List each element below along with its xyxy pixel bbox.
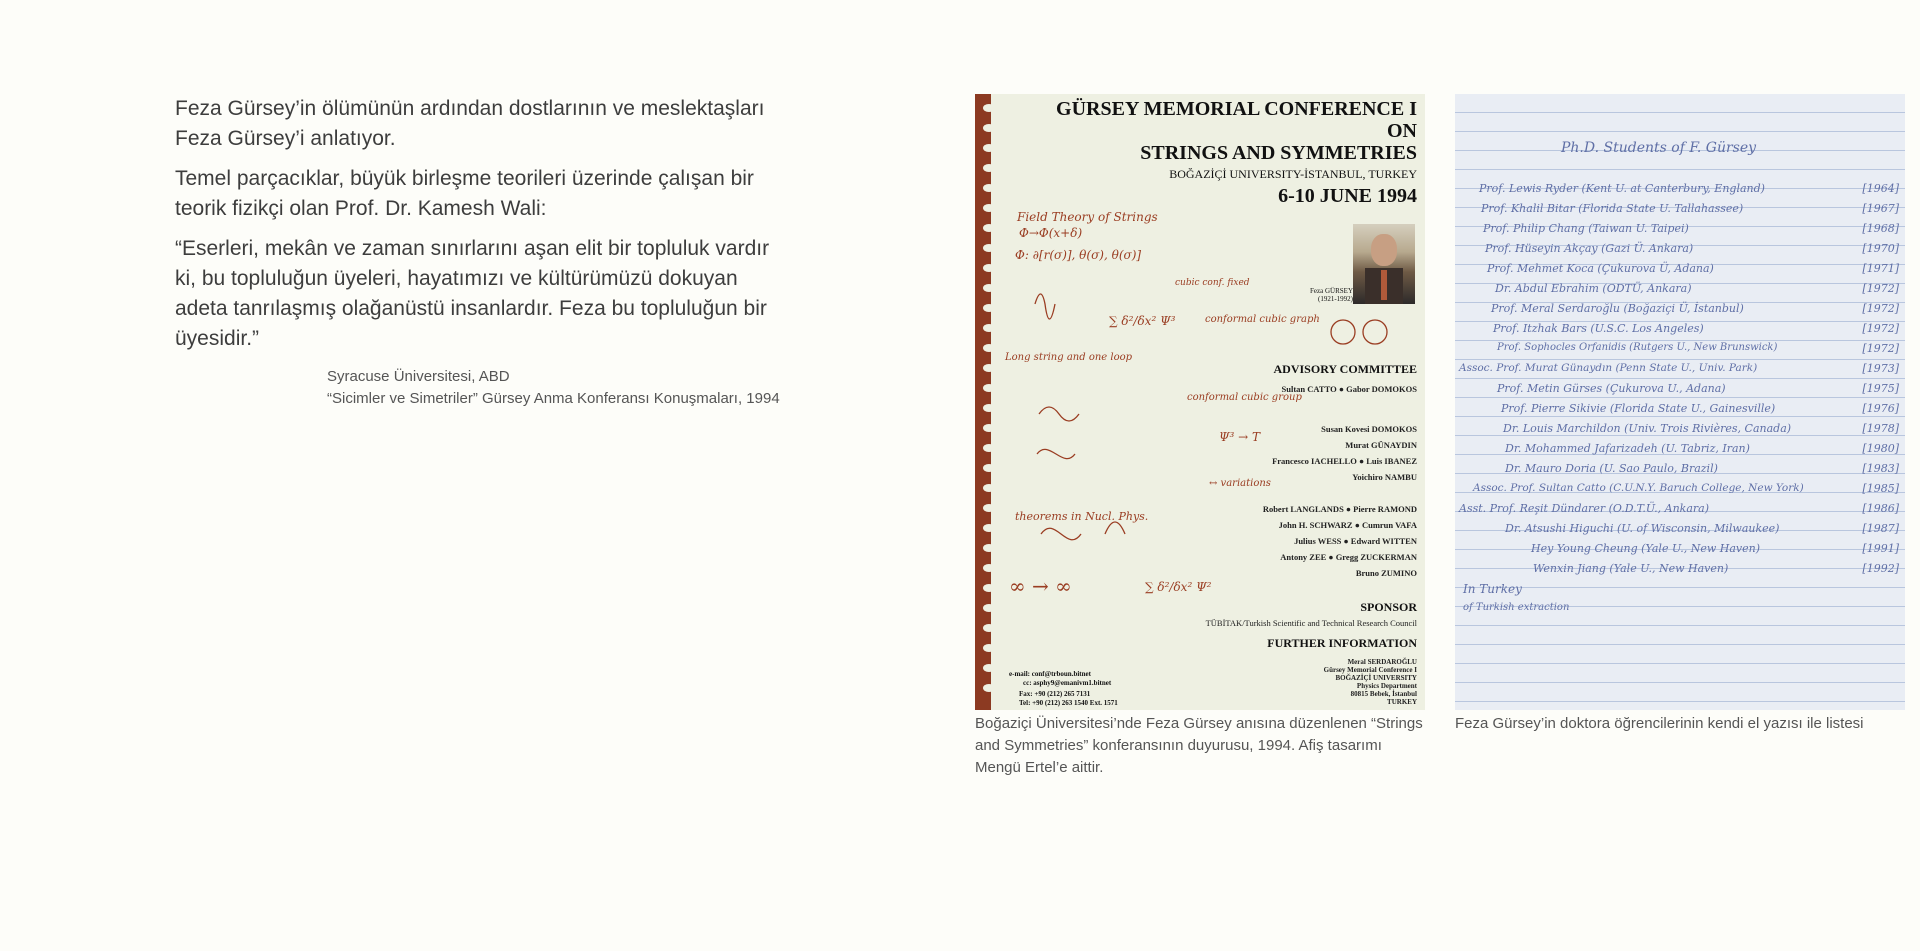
- poster-doodles: [975, 94, 1425, 710]
- handwriting: Φ→Φ(x+δ): [1019, 226, 1083, 240]
- student-name: Asst. Prof. Reşit Dündarer (O.D.T.Ü., Ankara): [1459, 502, 1709, 515]
- student-name: Prof. Khalil Bitar (Florida State U. Tallahassee): [1481, 202, 1744, 215]
- contact-tel: Tel: +90 (212) 263 1540 Ext. 1571: [1019, 699, 1118, 707]
- handwriting: cubic conf. fixed: [1175, 278, 1250, 288]
- doodle-circle: [1363, 320, 1387, 344]
- doodle-squiggle: [1041, 528, 1081, 540]
- quote-attribution: [327, 366, 780, 410]
- student-year: [1964]: [1862, 182, 1899, 195]
- quote-paragraph: “Eserleri, mekân ve zaman sınırlarını aşan elit bir topluluk vardır ki, bu topluluğun üyeleri, hayatımızı ve kültürümüzü dokuyan adeta tanrılaşmış olağanüstü insanlardır. Feza bu topluluğun bir üyesidir.”: [175, 237, 770, 350]
- doodle-squiggle: [1105, 522, 1125, 534]
- poster-caption: Boğaziçi Üniversitesi’nde Feza Gürsey anısına düzenlenen “Strings and Symmetries” konferansının duyurusu, 1994. Afiş tasarımı Mengü Ertel’e aittir.: [975, 715, 1423, 776]
- student-year: [1973]: [1862, 362, 1899, 375]
- student-name: Dr. Mohammed Jafarizadeh (U. Tabriz, Iran): [1505, 442, 1750, 455]
- doodle-squiggle: [1035, 294, 1055, 319]
- advisory-line: Murat GÜNAYDIN: [1345, 440, 1417, 450]
- handwriting: Long string and one loop: [1005, 352, 1133, 363]
- poster-title-2: ON: [1387, 120, 1417, 142]
- poster-dates: 6-10 JUNE 1994: [1278, 185, 1417, 207]
- poster-figure: [975, 94, 1425, 779]
- student-year: [1970]: [1862, 242, 1899, 255]
- handwriting: ∞ → ∞: [1009, 574, 1072, 598]
- student-name: Assoc. Prof. Murat Günaydın (Penn State U., Univ. Park): [1459, 362, 1758, 374]
- further-info-heading: FURTHER INFORMATION: [1267, 636, 1417, 650]
- contact-line: 80815 Bebek, İstanbul: [1350, 690, 1417, 698]
- student-name: Prof. Itzhak Bars (U.S.C. Los Angeles): [1493, 322, 1704, 335]
- footnote-turkish-extraction: of Turkish extraction: [1463, 602, 1570, 613]
- handwriting: ∑ δ²/δx² Ψ³: [1109, 314, 1176, 328]
- contact-line: Meral SERDAROĞLU: [1347, 658, 1417, 666]
- doodle-squiggle: [1037, 449, 1075, 458]
- student-year: [1985]: [1862, 482, 1899, 495]
- student-name: Assoc. Prof. Sultan Catto (C.U.N.Y. Baruch College, New York): [1473, 482, 1804, 494]
- contact-line: Physics Department: [1356, 682, 1417, 690]
- student-name: Prof. Mehmet Koca (Çukurova Ü, Adana): [1487, 262, 1714, 275]
- conference-poster-image[interactable]: [975, 94, 1425, 710]
- advisory-line: Julius WESS ● Edward WITTEN: [1294, 536, 1417, 546]
- handwriting: conformal cubic group: [1187, 392, 1302, 403]
- quote-section: [175, 94, 785, 364]
- student-year: [1983]: [1862, 462, 1899, 475]
- advisory-line: Yoichiro NAMBU: [1352, 472, 1417, 482]
- student-year: [1972]: [1862, 342, 1899, 355]
- contact-line: BOĞAZİÇİ UNIVERSITY: [1335, 674, 1417, 682]
- student-year: [1967]: [1862, 202, 1899, 215]
- student-name: Wenxin Jiang (Yale U., New Haven): [1533, 562, 1729, 575]
- advisory-line: Sultan CATTO ● Gabor DOMOKOS: [1281, 384, 1417, 394]
- advisory-line: John H. SCHWARZ ● Cumrun VAFA: [1278, 520, 1417, 530]
- student-name: Prof. Meral Serdaroğlu (Boğaziçi Ü, İstanbul): [1491, 302, 1744, 315]
- advisory-line: Bruno ZUMINO: [1355, 568, 1417, 578]
- advisory-heading: ADVISORY COMMITTEE: [1273, 362, 1417, 376]
- student-year: [1986]: [1862, 502, 1899, 515]
- student-year: [1968]: [1862, 222, 1899, 235]
- student-year: [1978]: [1862, 422, 1899, 435]
- student-year: [1971]: [1862, 262, 1899, 275]
- student-name: Prof. Hüseyin Akçay (Gazi Ü. Ankara): [1485, 242, 1694, 255]
- student-year: [1975]: [1862, 382, 1899, 395]
- student-name: Dr. Atsushi Higuchi (U. of Wisconsin, Milwaukee): [1505, 522, 1780, 535]
- student-name: Prof. Metin Gürses (Çukurova U., Adana): [1497, 382, 1726, 395]
- student-year: [1980]: [1862, 442, 1899, 455]
- contact-fax: Fax: +90 (212) 265 7131: [1019, 690, 1091, 698]
- student-year: [1972]: [1862, 302, 1899, 315]
- handwriting: ∑ δ²/δx² Ψ²: [1145, 580, 1212, 594]
- student-name: Hey Young Cheung (Yale U., New Haven): [1531, 542, 1760, 555]
- student-name: Dr. Louis Marchildon (Univ. Trois Rivières, Canada): [1503, 422, 1792, 435]
- student-year: [1972]: [1862, 322, 1899, 335]
- handwriting: Ψ³ → T: [1219, 430, 1261, 444]
- student-name: Dr. Mauro Doria (U. Sao Paulo, Brazil): [1505, 462, 1718, 475]
- student-name: Prof. Philip Chang (Taiwan U. Taipei): [1483, 222, 1689, 235]
- student-name: Prof. Pierre Sikivie (Florida State U., Gainesville): [1501, 402, 1776, 415]
- notebook-caption: Feza Gürsey’in doktora öğrencilerinin kendi el yazısı ile listesi: [1455, 715, 1864, 732]
- student-year: [1976]: [1862, 402, 1899, 415]
- photo-name: Feza GÜRSEY: [1310, 287, 1353, 295]
- student-year: [1972]: [1862, 282, 1899, 295]
- student-year: [1992]: [1862, 562, 1899, 575]
- poster-title-3: STRINGS AND SYMMETRIES: [1140, 142, 1417, 164]
- handwriting: Field Theory of Strings: [1017, 210, 1158, 224]
- advisory-line: Antony ZEE ● Gregg ZUCKERMAN: [1280, 552, 1417, 562]
- students-list-image[interactable]: [1455, 94, 1905, 710]
- poster-title-1: GÜRSEY MEMORIAL CONFERENCE I: [1056, 98, 1417, 120]
- doodle-circle: [1331, 320, 1355, 344]
- student-name: Prof. Sophocles Orfanidis (Rutgers U., New Brunswick): [1497, 342, 1778, 353]
- contact-line: Gürsey Memorial Conference I: [1323, 666, 1417, 674]
- contact-cc: cc: asphy9@emanivm1.bitnet: [1023, 679, 1112, 687]
- attribution-line-1: Syracuse Üniversitesi, ABD: [327, 368, 510, 385]
- doodle-squiggle: [1039, 407, 1079, 421]
- poster-venue: BOĞAZİÇİ UNIVERSITY-İSTANBUL, TURKEY: [1169, 167, 1417, 181]
- advisory-line: Robert LANGLANDS ● Pierre RAMOND: [1262, 504, 1417, 514]
- handwriting: conformal cubic graph: [1205, 314, 1320, 325]
- student-name: Dr. Abdul Ebrahim (ODTÜ, Ankara): [1495, 282, 1692, 295]
- student-year: [1991]: [1862, 542, 1899, 555]
- student-year: [1987]: [1862, 522, 1899, 535]
- sponsor-heading: SPONSOR: [1360, 600, 1417, 614]
- notebook-figure: [1455, 94, 1905, 735]
- speaker-paragraph: Temel parçacıklar, büyük birleşme teorileri üzerinde çalışan bir teorik fizikçi olan Prof. Dr. Kamesh Wali:: [175, 167, 754, 220]
- handwriting: ↔ variations: [1209, 478, 1271, 489]
- handwriting: theorems in Nucl. Phys.: [1015, 510, 1149, 523]
- sponsor-text: TÜBİTAK/Turkish Scientific and Technical Research Council: [1205, 618, 1417, 628]
- intro-paragraph: Feza Gürsey’in ölümünün ardından dostlarının ve meslektaşları Feza Gürsey’i anlatıyor.: [175, 97, 765, 150]
- notebook-title: Ph.D. Students of F. Gürsey: [1561, 140, 1757, 156]
- student-name: Prof. Lewis Ryder (Kent U. at Canterbury, England): [1479, 182, 1765, 195]
- footnote-in-turkey: In Turkey: [1463, 582, 1522, 596]
- contact-email: e-mail: conf@trboun.bitnet: [1009, 670, 1091, 678]
- photo-years: (1921-1992): [1318, 295, 1353, 303]
- attribution-line-2: “Sicimler ve Simetriler” Gürsey Anma Konferansı Konuşmaları, 1994: [327, 390, 780, 407]
- advisory-line: Susan Kovesi DOMOKOS: [1321, 424, 1417, 434]
- contact-line: TURKEY: [1387, 698, 1417, 706]
- advisory-line: Francesco IACHELLO ● Luis IBANEZ: [1272, 456, 1417, 466]
- handwriting: Φ: ∂[r(σ)], θ(σ), θ(σ)]: [1015, 248, 1142, 262]
